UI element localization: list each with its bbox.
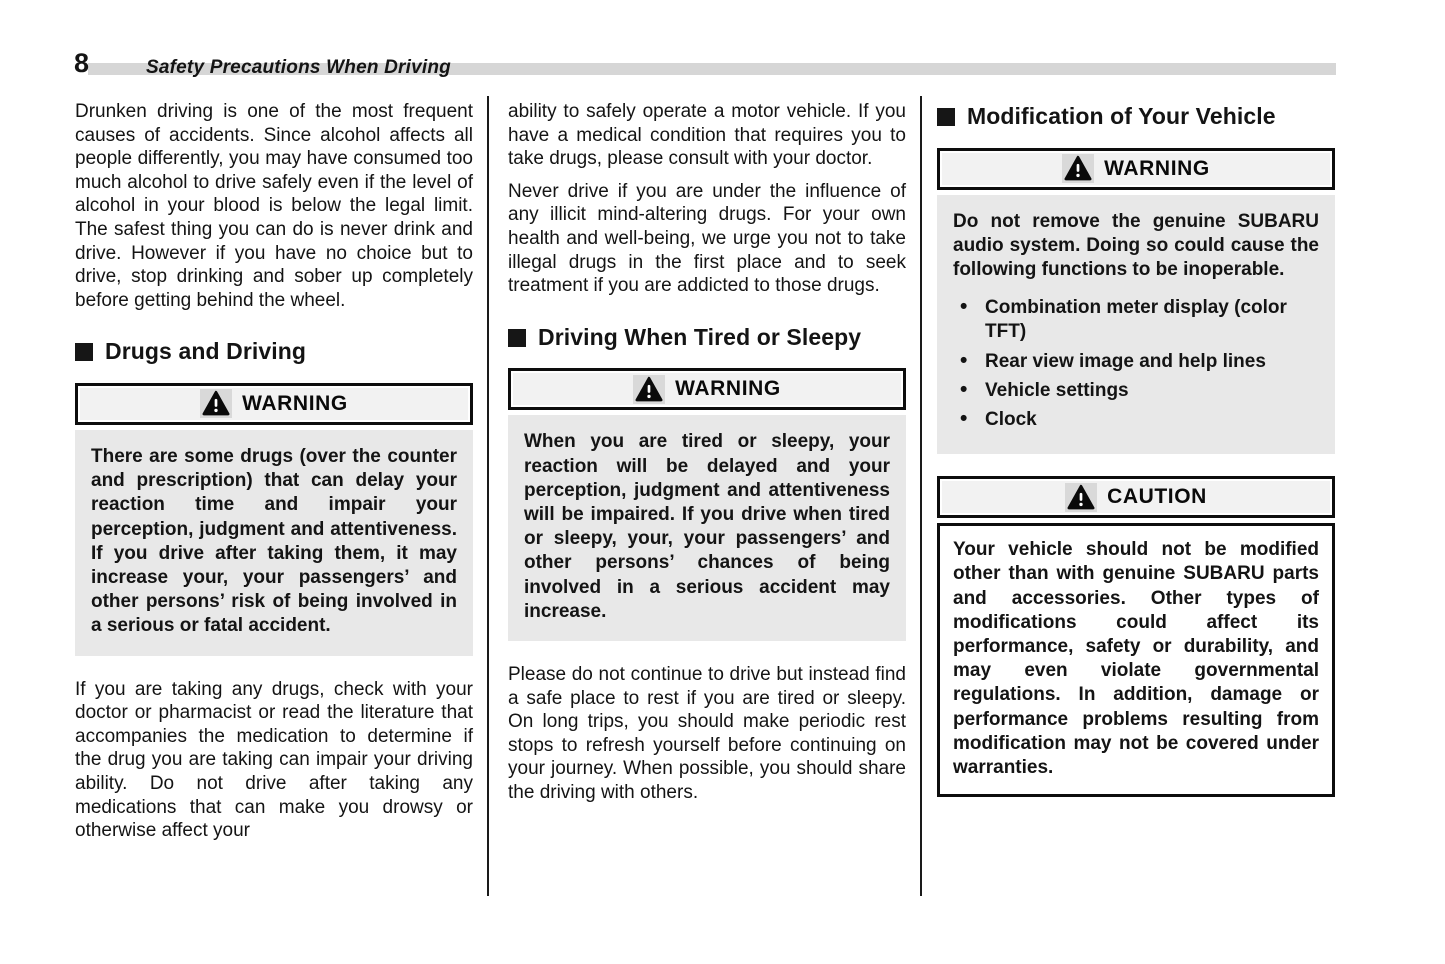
warning-header — [508, 368, 906, 410]
list-item: • Combination meter display (color TFT) — [953, 296, 1319, 344]
paragraph: Drunken driving is one of the most frequent causes of accidents. Since alcohol affects all people differently, you may have consumed too much alcohol to drive safely even if the level of alcohol in your blood is below the legal limit. The safest thing you can do is never drink and drive. However if you have no choice but to drive, stop drinking and sober up completely before getting behind the wheel. — [75, 101, 473, 311]
section-heading-drugs-and-driving — [75, 338, 473, 366]
warning-title: WARNING — [1104, 156, 1210, 180]
section-square-icon — [75, 343, 93, 361]
list-item: • Clock — [953, 408, 1319, 432]
warning-text: Do not remove the genuine SUBARU audio system. Doing so could cause the following functions to be inoperable. — [953, 210, 1319, 280]
warning-title: WARNING — [242, 391, 348, 415]
warning-icon — [633, 375, 665, 404]
section-heading-label: Drugs and Driving — [105, 338, 307, 365]
paragraph: Never drive if you are under the influence of any illicit mind-altering drugs. For your own health and well-being, we urge you not to take illegal drugs in the first place and to seek treatment if you are addicted to those drugs. — [508, 180, 906, 297]
inoperable-functions-list — [953, 296, 1319, 432]
warning-text: When you are tired or sleepy, your reaction will be delayed and your perception, judgment and attentiveness will be impaired. If you drive when tired or sleepy, your, your passengers’ and other persons’ chances of being involved in a serious accident may increase. — [524, 431, 890, 622]
warning-body — [508, 415, 906, 641]
list-item: • Rear view image and help lines — [953, 350, 1319, 374]
section-heading-label: Driving When Tired or Sleepy — [538, 323, 862, 350]
warning-title: WARNING — [675, 377, 781, 401]
page-number: 8 — [74, 48, 90, 78]
page-title: Safety Precautions When Driving — [146, 57, 451, 78]
warning-text: There are some drugs (over the counter and prescription) that can delay your reaction time and impair your perception, judgment and attentiveness. If you drive after taking them, it may increase your, your passengers’ and other persons’ risk of being involved in a serious or fatal accident. — [91, 445, 457, 637]
caution-title: CAUTION — [1107, 485, 1207, 509]
list-item: • Vehicle settings — [953, 379, 1319, 403]
column-tired-or-sleepy — [508, 100, 906, 814]
warning-body — [937, 195, 1335, 455]
caution-header — [937, 476, 1335, 518]
column-divider — [920, 96, 922, 896]
warning-body — [75, 430, 473, 656]
paragraph: If you are taking any drugs, check with your doctor or pharmacist or read the literature that accompanies the medication to determine if the drug you are taking can impair your driving ability. Do not drive after taking any medications that can make you drowsy or otherwise affect your — [75, 678, 473, 842]
caution-text: Your vehicle should not be modified other than with genuine SUBARU parts and accessories. Other types of modifications could affect its performance, safety or durability, and may even violate governmental regulations. In addition, damage or performance problems resulting from modification may not be covered under warranties. — [953, 539, 1319, 779]
caution-icon — [1065, 483, 1097, 512]
paragraph: Please do not continue to drive but instead find a safe place to rest if you are tired or sleepy. On long trips, you should make periodic rest stops to refresh yourself before continuing on your journey. When possible, you should share the driving with others. — [508, 663, 906, 803]
warning-icon — [1062, 154, 1094, 183]
section-heading-driving-when-tired — [508, 324, 906, 352]
caution-body — [937, 523, 1335, 797]
section-heading-label: Modification of Your Vehicle — [967, 103, 1276, 129]
warning-icon — [200, 389, 232, 418]
section-heading-modification — [937, 103, 1335, 131]
section-square-icon — [937, 108, 955, 126]
warning-header — [937, 148, 1335, 190]
column-divider — [487, 96, 489, 896]
section-square-icon — [508, 329, 526, 347]
column-modification — [937, 100, 1335, 797]
column-drunken-driving — [75, 100, 473, 852]
paragraph: ability to safely operate a motor vehicle. If you have a medical condition that requires you to take drugs, please consult with your doctor. — [508, 101, 906, 170]
warning-header — [75, 383, 473, 425]
